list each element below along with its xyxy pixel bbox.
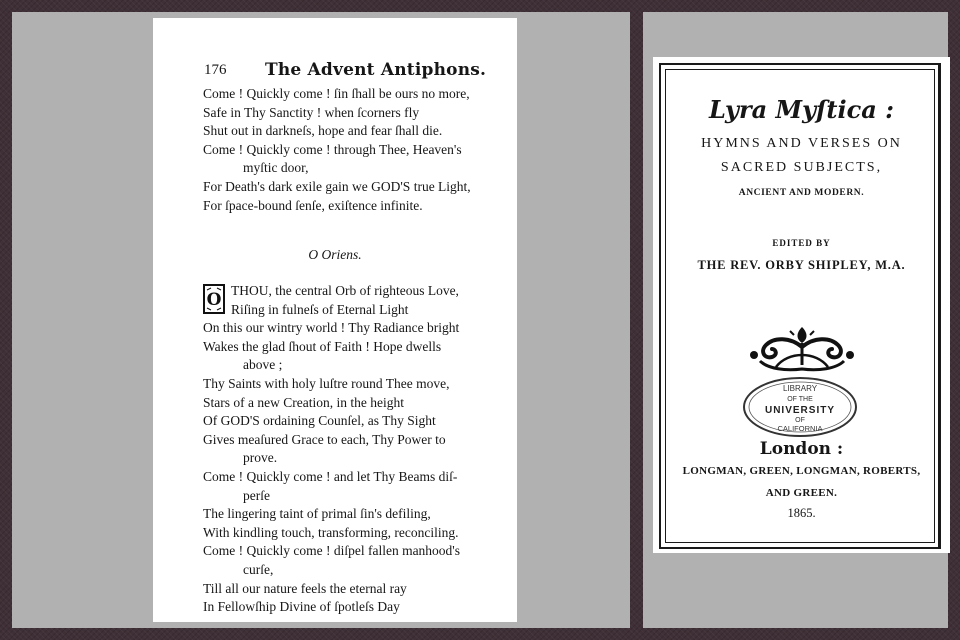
running-head (204, 62, 494, 82)
editor-name: THE REV. ORBY SHIPLEY, M.A. (697, 258, 906, 272)
verse-line: myſtic door, (243, 160, 309, 176)
verse-line: Come ! Quickly come ! and let Thy Beams diſ- (203, 468, 458, 484)
verse-1 (203, 85, 471, 215)
verse-2 (203, 282, 460, 617)
fleuron-ornament-icon (746, 325, 858, 375)
verse-line: Thy Saints with holy luſtre round Thee move, (203, 375, 450, 391)
verse-line: For ſpace-bound ſenſe, exiſtence infinite. (203, 197, 423, 213)
verse-line: THOU, the central Orb of righteous Love, (231, 283, 459, 298)
imprint-city: London : (759, 439, 844, 459)
verse-line: Till all our nature feels the eternal ray (203, 580, 407, 596)
verse-line: perſe (243, 487, 270, 503)
drop-cap-letter: O (206, 290, 222, 310)
verse-line: Come ! Quickly come ! ſin ſhall be ours no more, (203, 86, 470, 101)
section-title: O Oriens. (308, 247, 362, 262)
verse-line: For Death's dark exile gain we GOD'S true Light, (203, 178, 471, 194)
running-title: The Advent Antiphons. (265, 60, 487, 80)
verse-line: Stars of a new Creation, in the height (203, 394, 404, 410)
verse-line: With kindling touch, transforming, reconciling. (203, 524, 459, 540)
imprint-publisher: LONGMAN, GREEN, LONGMAN, ROBERTS, (682, 465, 921, 477)
stamp-text: UNIVERSITY (764, 405, 836, 416)
verse-line: On this our wintry world ! Thy Radiance bright (203, 320, 460, 336)
verse-line: Gives meaſured Grace to each, Thy Power to (203, 431, 446, 447)
verse-line: Come ! Quickly come ! through Thee, Heaven's (203, 141, 462, 157)
verse-line: Shut out in darkneſs, hope and fear ſhall die. (203, 123, 443, 139)
subtitle: SACRED SUBJECTS, (720, 160, 883, 175)
imprint-publisher: AND GREEN. (765, 487, 838, 499)
verse-line: prove. (243, 450, 278, 466)
stamp-text: OF THE (787, 396, 813, 403)
verse-line: In Fellowſhip Divine of ſpotleſs Day (203, 599, 400, 615)
verse-line: The lingering taint of primal ſin's defiling, (203, 506, 431, 522)
verse-line: curſe, (243, 561, 274, 577)
verse-line: Wakes the glad ſhout of Faith ! Hope dwells (203, 338, 442, 354)
edited-by-label: EDITED BY (772, 238, 831, 248)
stamp-text: CALIFORNIA (777, 424, 823, 433)
book-title: Lyra Myſtica : (709, 95, 894, 124)
verse-line: Riſing in fulneſs of Eternal Light (231, 301, 409, 317)
imprint-year: 1865. (787, 506, 816, 520)
library-stamp-icon (741, 375, 859, 439)
page-number: 176 (204, 62, 227, 78)
verse-line: Safe in Thy Sanctity ! when ſcorners fly (203, 104, 420, 120)
verse-line: Come ! Quickly come ! diſpel fallen manhood's (203, 543, 460, 559)
verse-line: above ; (243, 357, 283, 373)
subtitle: HYMNS AND VERSES ON (701, 136, 902, 151)
stamp-text: LIBRARY (782, 384, 818, 393)
stamp-text: OF (795, 417, 805, 424)
title-page (653, 57, 950, 553)
verse-line: Of GOD'S ordaining Counſel, as Thy Sight (203, 413, 436, 429)
subtitle-small: ANCIENT AND MODERN. (738, 188, 865, 198)
left-page (153, 18, 517, 622)
